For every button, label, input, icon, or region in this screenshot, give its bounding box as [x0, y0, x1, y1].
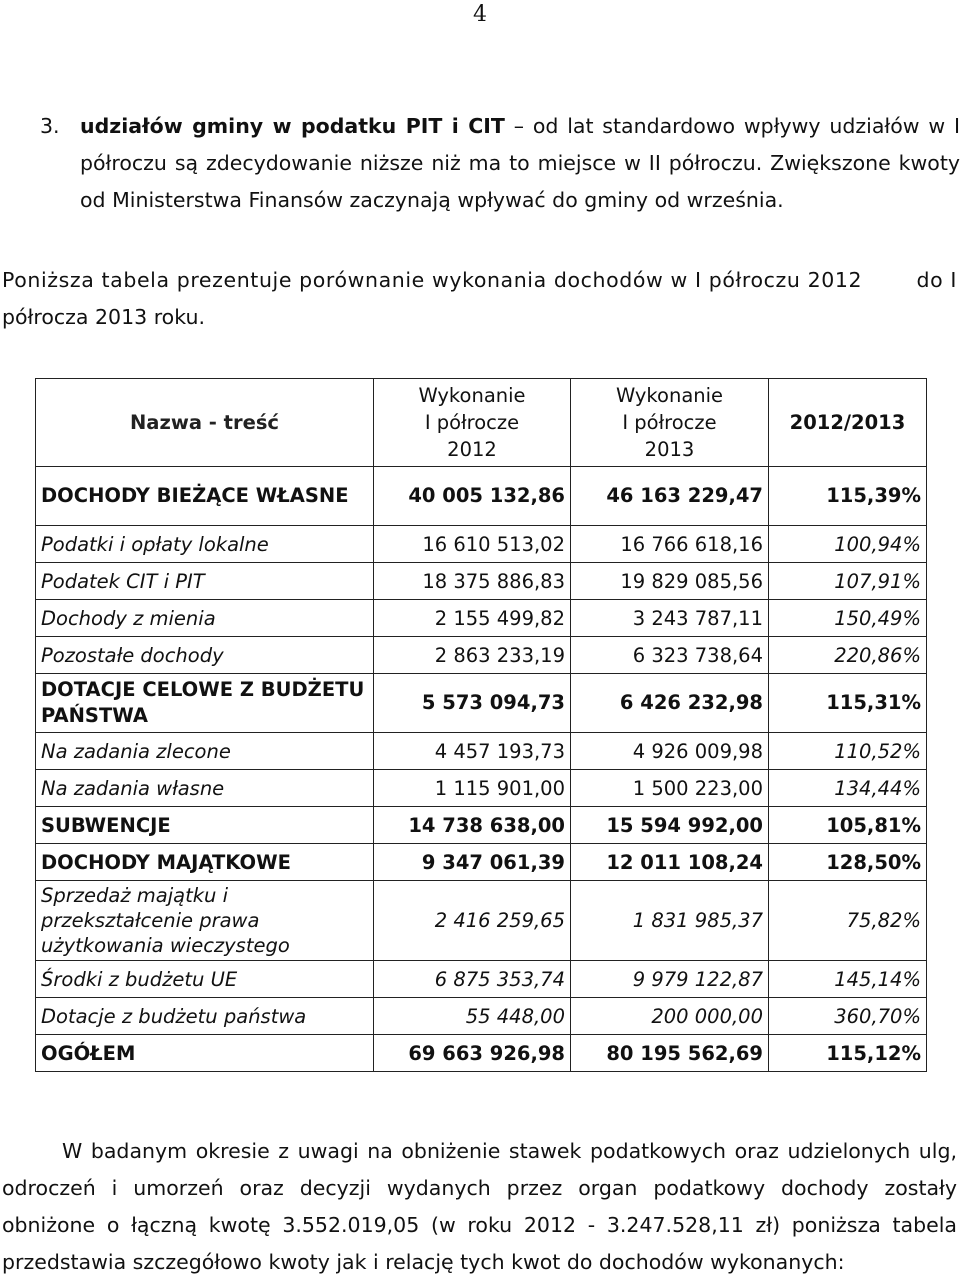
row-name: Sprzedaż majątku i przekształcenie prawa użytkowania wieczystego: [36, 881, 374, 961]
list-item-lead: udziałów gminy w podatku PIT i CIT: [80, 114, 505, 138]
row-value-2013: 19 829 085,56: [571, 563, 769, 600]
intro-line1: Poniższa tabela prezentuje porównanie wykonania dochodów w I półroczu 2012: [2, 268, 863, 292]
row-name: Na zadania zlecone: [36, 733, 374, 770]
row-ratio: 115,12%: [769, 1035, 927, 1072]
header-2013-line: Wykonanie: [615, 384, 724, 407]
table-header-row: [36, 379, 927, 467]
row-name: Dochody z mienia: [36, 600, 374, 637]
row-ratio: 105,81%: [769, 807, 927, 844]
table-row: [36, 881, 927, 961]
row-value-2013: 1 831 985,37: [571, 881, 769, 961]
row-value-2013: 1 500 223,00: [571, 770, 769, 807]
row-value-2013: 200 000,00: [571, 998, 769, 1035]
row-name: Pozostałe dochody: [36, 637, 374, 674]
row-value-2012: 55 448,00: [374, 998, 571, 1035]
summary-paragraph: [2, 1133, 957, 1281]
row-ratio: 360,70%: [769, 998, 927, 1035]
row-name: Na zadania własne: [36, 770, 374, 807]
row-name: OGÓŁEM: [36, 1035, 374, 1072]
table-row: [36, 637, 927, 674]
row-value-2012: 2 155 499,82: [374, 600, 571, 637]
table-row: [36, 733, 927, 770]
header-2013-line: I półrocze: [622, 411, 717, 434]
row-value-2012: 18 375 886,83: [374, 563, 571, 600]
row-value-2013: 12 011 108,24: [571, 844, 769, 881]
table-row: [36, 600, 927, 637]
intro-paragraph: [2, 262, 957, 336]
row-ratio: 110,52%: [769, 733, 927, 770]
row-value-2012: 69 663 926,98: [374, 1035, 571, 1072]
row-value-2012: 5 573 094,73: [374, 674, 571, 733]
row-name: DOCHODY BIEŻĄCE WŁASNE: [36, 467, 374, 526]
header-2012: [374, 379, 571, 467]
row-value-2012: 40 005 132,86: [374, 467, 571, 526]
income-table: [35, 378, 927, 1072]
row-ratio: 115,39%: [769, 467, 927, 526]
page-number: 4: [473, 2, 487, 27]
summary-text: W badanym okresie z uwagi na obniżenie stawek podatkowych oraz udzielonych ulg, odroczeń i umorzeń oraz decyzji wydanych przez organ podatkowy dochody zostały obniżone o łączną kwotę 3.552.019,05 (w roku 2012 - 3.247.528,11 zł) poniższa tabela przedstawia szczegółowo kwoty jak i relację tych kwot do dochodów wykonanych:: [2, 1139, 957, 1274]
row-name: Dotacje z budżetu państwa: [36, 998, 374, 1035]
row-value-2012: 4 457 193,73: [374, 733, 571, 770]
row-value-2012: 9 347 061,39: [374, 844, 571, 881]
row-value-2013: 16 766 618,16: [571, 526, 769, 563]
row-name: Podatek CIT i PIT: [36, 563, 374, 600]
header-2012-line: 2012: [447, 438, 497, 461]
intro-line2: półrocza 2013 roku.: [2, 305, 205, 329]
row-value-2012: 2 863 233,19: [374, 637, 571, 674]
row-name: Środki z budżetu UE: [36, 961, 374, 998]
row-name: SUBWENCJE: [36, 807, 374, 844]
row-value-2013: 80 195 562,69: [571, 1035, 769, 1072]
row-name: DOCHODY MAJĄTKOWE: [36, 844, 374, 881]
row-value-2012: 1 115 901,00: [374, 770, 571, 807]
table-row: [36, 467, 927, 526]
row-value-2012: 6 875 353,74: [374, 961, 571, 998]
header-2013: [571, 379, 769, 467]
table-row: [36, 674, 927, 733]
header-2012-line: I półrocze: [424, 411, 520, 434]
row-value-2012: 2 416 259,65: [374, 881, 571, 961]
row-ratio: 145,14%: [769, 961, 927, 998]
intro-line1-end: do I: [916, 268, 957, 292]
row-ratio: 100,94%: [769, 526, 927, 563]
row-ratio: 134,44%: [769, 770, 927, 807]
row-value-2013: 15 594 992,00: [571, 807, 769, 844]
row-value-2013: 46 163 229,47: [571, 467, 769, 526]
row-ratio: 115,31%: [769, 674, 927, 733]
table-row: [36, 844, 927, 881]
table-row: [36, 770, 927, 807]
table-row: [36, 1035, 927, 1072]
row-ratio: 75,82%: [769, 881, 927, 961]
table-row: [36, 807, 927, 844]
table-row: [36, 961, 927, 998]
list-item-text: – od lat standardowo wpływy udziałów w I półroczu są zdecydowanie niższe niż ma to miejsce w II półroczu. Zwiększone kwoty od Ministerstwa Finansów zaczynają wpływać do gminy od września.: [80, 114, 960, 212]
row-value-2013: 6 323 738,64: [571, 637, 769, 674]
row-value-2012: 14 738 638,00: [374, 807, 571, 844]
list-item-number: 3.: [40, 114, 60, 138]
row-ratio: 150,49%: [769, 600, 927, 637]
list-item: [40, 108, 960, 219]
row-value-2013: 9 979 122,87: [571, 961, 769, 998]
row-ratio: 220,86%: [769, 637, 927, 674]
header-name: Nazwa - treść: [36, 379, 374, 467]
table-row: [36, 998, 927, 1035]
table-row: [36, 563, 927, 600]
row-value-2013: 4 926 009,98: [571, 733, 769, 770]
row-value-2013: 6 426 232,98: [571, 674, 769, 733]
table-row: [36, 526, 927, 563]
row-name: DOTACJE CELOWE Z BUDŻETU PAŃSTWA: [36, 674, 374, 733]
header-2013-line: 2013: [644, 438, 695, 461]
header-ratio: 2012/2013: [769, 379, 927, 467]
row-value-2013: 3 243 787,11: [571, 600, 769, 637]
row-ratio: 128,50%: [769, 844, 927, 881]
row-name: Podatki i opłaty lokalne: [36, 526, 374, 563]
row-value-2012: 16 610 513,02: [374, 526, 571, 563]
list-item-body: [80, 108, 960, 219]
header-2012-line: Wykonanie: [418, 384, 526, 407]
row-ratio: 107,91%: [769, 563, 927, 600]
